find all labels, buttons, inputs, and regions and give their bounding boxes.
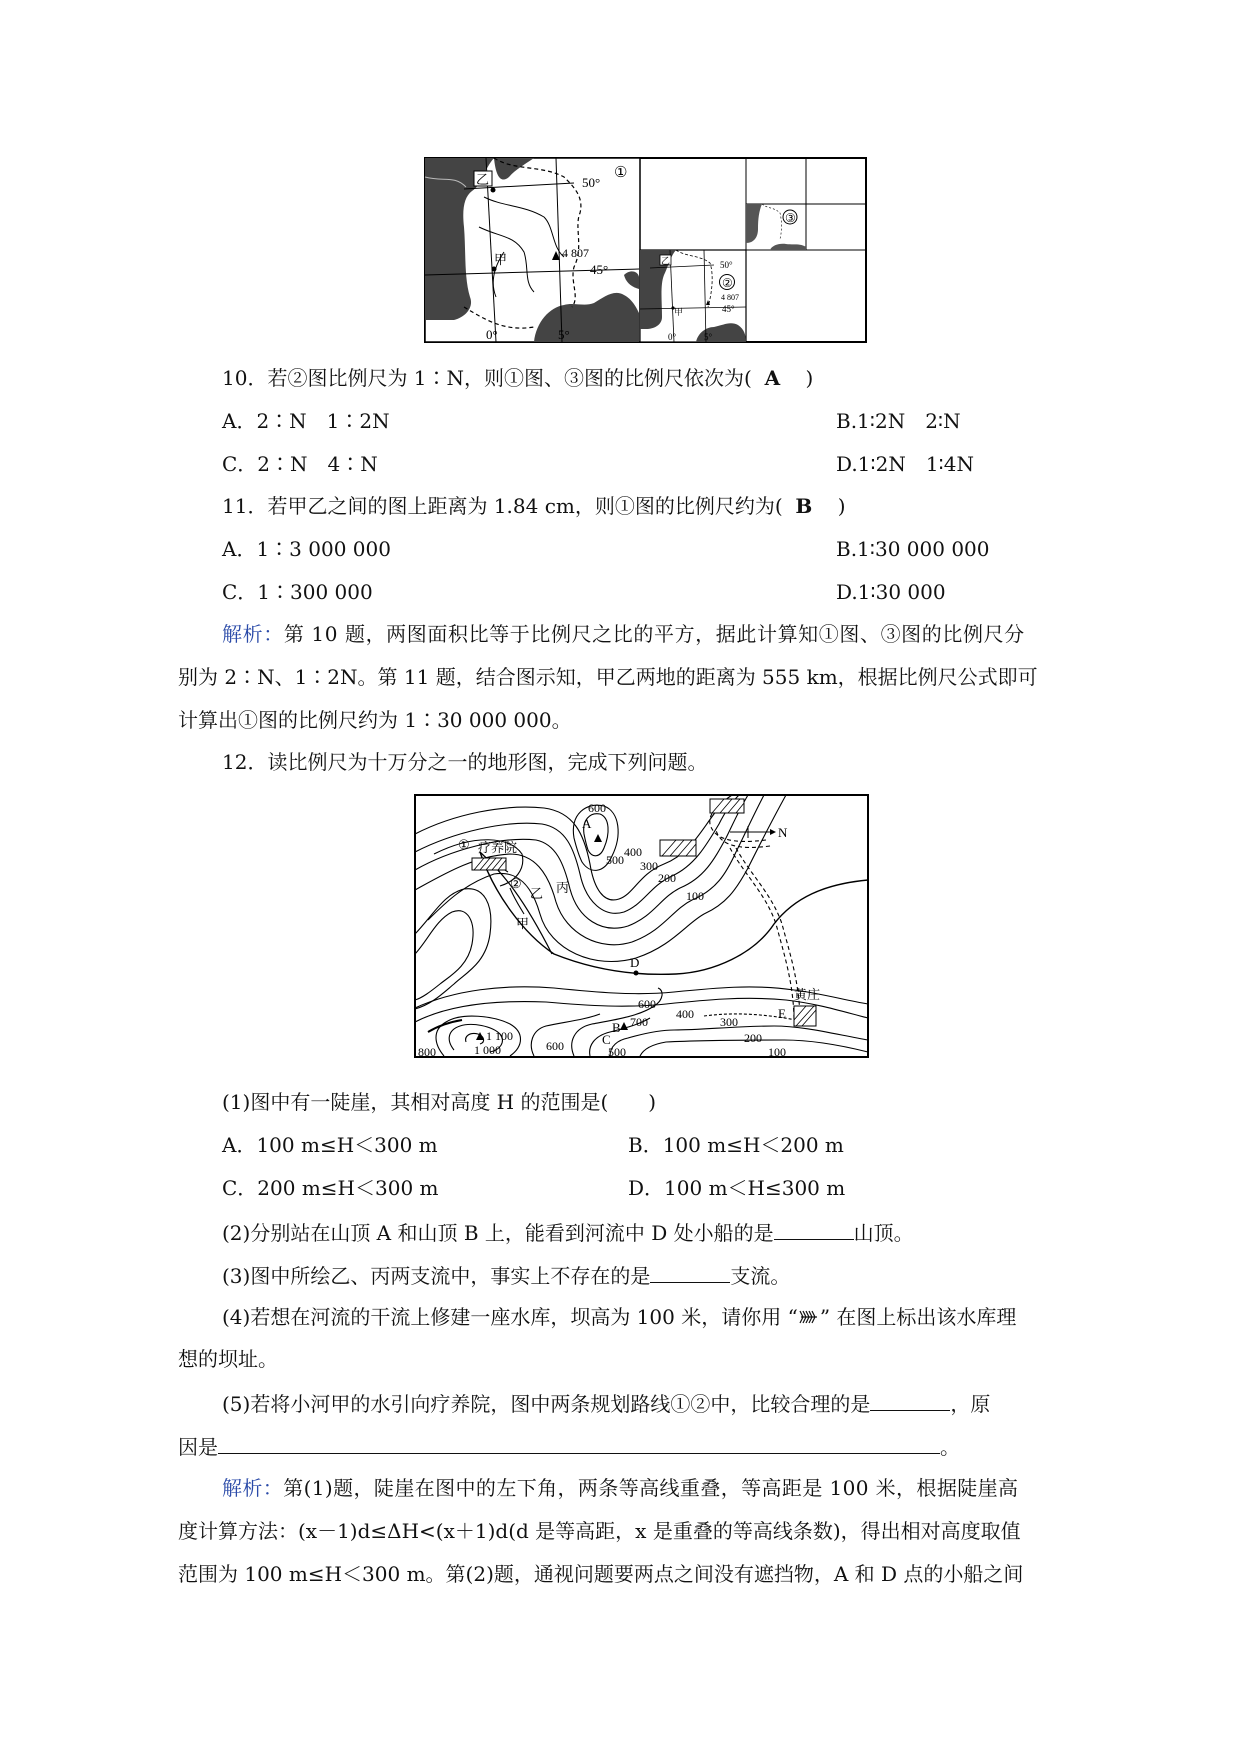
village-symbol-2 bbox=[660, 840, 696, 856]
point-C-label: C bbox=[602, 1032, 611, 1047]
q12-sub-5-blank-2[interactable] bbox=[218, 1431, 940, 1454]
q12-sub-2-blank[interactable] bbox=[774, 1217, 854, 1240]
q10-option-a: A．2∶N 1∶2N bbox=[222, 409, 390, 433]
q10-answer: A bbox=[764, 366, 781, 390]
analysis-1-line-2: 别为 2∶N、1∶2N。第 11 题，结合图示知，甲乙两地的距离为 555 km，根据比例尺公式即可 bbox=[178, 665, 1038, 689]
point-D bbox=[634, 971, 639, 976]
q12-sub-3-blank[interactable] bbox=[650, 1260, 730, 1283]
q12-sub-1-option-c: C．200 m≤H＜300 m bbox=[222, 1176, 439, 1200]
tributary-yi-label: 乙 bbox=[530, 886, 544, 901]
map2-yi-label: 乙 bbox=[661, 256, 671, 266]
map1-lon0-label: 0° bbox=[486, 327, 498, 342]
route-2-label: ② bbox=[510, 876, 522, 891]
q12-sub-3-text: (3)图中所绘乙、丙两支流中，事实上不存在的是 bbox=[222, 1264, 651, 1288]
analysis-2-line-2: 度计算方法：(x－1)d≤ΔH<(x＋1)d(d 是等高距，x 是重叠的等高线条数)，得出相对高度取值 bbox=[178, 1519, 1021, 1543]
q12-sub-1-option-b: B．100 m≤H＜200 m bbox=[628, 1133, 844, 1157]
q12-sub-1-stem: (1)图中有一陡崖，其相对高度 H 的范围是( ) bbox=[222, 1090, 657, 1114]
q12-sub-5-text-a: (5)若将小河甲的水引向疗养院，图中两条规划路线①②中，比较合理的是 bbox=[222, 1392, 871, 1416]
map-3 bbox=[746, 204, 806, 250]
map2-peak-label: 4 807 bbox=[721, 293, 739, 302]
analysis-2-text-1: 第(1)题，陡崖在图中的左下角，两条等高线重叠，等高距是 100 米，根据陡崖高 bbox=[283, 1476, 1019, 1500]
q10-option-b: B.1∶2N 2∶N bbox=[836, 409, 961, 433]
q12-sub-3-text-end: 支流。 bbox=[730, 1264, 791, 1288]
q12-sub-2-text-end: 山顶。 bbox=[853, 1221, 914, 1245]
q12-sub-3 bbox=[222, 1260, 790, 1290]
q11-option-b: B.1∶30 000 000 bbox=[836, 537, 990, 561]
point-E-label: E bbox=[778, 1006, 786, 1021]
q10-stem-text: 10．若②图比例尺为 1∶N，则①图、③图的比例尺依次为( bbox=[222, 366, 752, 390]
q11-option-a: A．1∶3 000 000 bbox=[222, 537, 391, 561]
q11-option-c: C．1∶300 000 bbox=[222, 580, 373, 604]
village-symbol-1 bbox=[710, 799, 744, 813]
question-10-stem bbox=[222, 364, 813, 392]
contour-label-100-b: 100 bbox=[768, 1045, 786, 1058]
contour-label-200-a: 200 bbox=[658, 871, 676, 885]
contour-label-800: 800 bbox=[418, 1045, 436, 1058]
map1-lon5-label: 5° bbox=[558, 327, 570, 342]
q12-sub-4-line-1 bbox=[222, 1303, 1016, 1331]
q12-sub-1-option-a: A．100 m≤H＜300 m bbox=[222, 1133, 438, 1157]
q11-answer: B bbox=[795, 494, 813, 518]
q11-stem-close: ) bbox=[837, 494, 846, 518]
q12-sub-5-line-1 bbox=[222, 1388, 990, 1418]
contour-label-1100: 1 100 bbox=[486, 1029, 513, 1043]
route-1-label: ① bbox=[458, 837, 470, 852]
q12-sub-2 bbox=[222, 1217, 914, 1247]
map2-lon0-label: 0° bbox=[668, 332, 677, 342]
analysis-1-label: 解析： bbox=[222, 622, 284, 646]
q11-option-d: D.1∶30 000 bbox=[836, 580, 946, 604]
contour-label-200-b: 200 bbox=[744, 1031, 762, 1045]
map1-yi-label: 乙 bbox=[476, 172, 490, 187]
analysis-2-line-1 bbox=[222, 1474, 1018, 1502]
contour-label-600-c: 600 bbox=[546, 1039, 564, 1053]
map1-number-label: ① bbox=[614, 165, 628, 181]
map2-lon5-label: 5° bbox=[704, 332, 713, 342]
map1-jia-label: 甲 bbox=[494, 252, 508, 267]
q12-sub-4-text-b: ” 在图上标出该水库理 bbox=[819, 1305, 1017, 1329]
analysis-1-text-1: 第 10 题，两图面积比等于比例尺之比的平方，据此计算知①图、③图的比例尺分 bbox=[283, 622, 1025, 646]
q12-sub-4-line-2: 想的坝址。 bbox=[178, 1347, 278, 1371]
tributary-bing-label: 丙 bbox=[556, 880, 570, 895]
q11-stem-text: 11．若甲乙之间的图上距离为 1.84 cm，则①图的比例尺约为( bbox=[222, 494, 783, 518]
map2-lat45-label: 45° bbox=[722, 304, 735, 314]
q12-sub-1-option-d: D．100 m＜H≤300 m bbox=[628, 1176, 846, 1200]
map-2 bbox=[640, 250, 746, 342]
contour-label-500-a: 500 bbox=[606, 853, 624, 867]
question-12-stem: 12．读比例尺为十万分之一的地形图，完成下列问题。 bbox=[222, 750, 708, 774]
q10-option-d: D.1∶2N 1∶4N bbox=[836, 452, 974, 476]
contour-label-600-a: 600 bbox=[588, 801, 606, 815]
q12-sub-5-text-c: 因是 bbox=[178, 1435, 218, 1459]
map2-number-label: ② bbox=[722, 276, 733, 290]
analysis-2-line-3: 范围为 100 m≤H＜300 m。第(2)题，通视问题要两点之间没有遮挡物，A 和 D 点的小船之间 bbox=[178, 1562, 1024, 1586]
contour-label-100-a: 100 bbox=[686, 889, 704, 903]
q12-sub-5-blank-1[interactable] bbox=[870, 1388, 950, 1411]
analysis-1-line-1 bbox=[222, 620, 1025, 648]
tributary-jia-label: 甲 bbox=[516, 916, 530, 931]
q10-option-c: C．2∶N 4∶N bbox=[222, 452, 378, 476]
map1-lat50-label: 50° bbox=[582, 175, 601, 190]
analysis-1-line-3: 计算出①图的比例尺约为 1∶30 000 000。 bbox=[178, 708, 572, 732]
q12-sub-2-text: (2)分别站在山顶 A 和山顶 B 上，能看到河流中 D 处小船的是 bbox=[222, 1221, 774, 1245]
dam-symbol-icon bbox=[798, 1306, 820, 1326]
map1-lat45-label: 45° bbox=[590, 262, 609, 277]
q12-sub-5-text-d: 。 bbox=[940, 1435, 960, 1459]
map1-peak-label: 4 807 bbox=[562, 246, 589, 260]
map2-jia-label: 甲 bbox=[674, 307, 684, 317]
contour-label-400-b: 400 bbox=[676, 1007, 694, 1021]
contour-label-400-a: 400 bbox=[624, 845, 642, 859]
contour-label-700: 700 bbox=[630, 1015, 648, 1029]
peak-A-label: A bbox=[582, 816, 592, 831]
contour-label-300-a: 300 bbox=[640, 859, 658, 873]
q12-sub-4-text-a: (4)若想在河流的干流上修建一座水库，坝高为 100 米，请你用 “ bbox=[222, 1305, 798, 1329]
q10-stem-close: ) bbox=[805, 366, 814, 390]
huangzhuang-label: 黄庄 bbox=[794, 987, 821, 1002]
contour-label-1000: 1 000 bbox=[474, 1043, 501, 1057]
point-D-label: D bbox=[630, 955, 640, 970]
q12-sub-5-line-2 bbox=[178, 1431, 960, 1461]
question-11-stem bbox=[222, 492, 846, 520]
sanatorium-label: 疗养院 bbox=[478, 840, 518, 855]
peak-B-label: B bbox=[612, 1020, 621, 1035]
map-1 bbox=[425, 158, 640, 342]
topographic-map bbox=[414, 794, 869, 1058]
contour-label-500-b: 500 bbox=[608, 1045, 626, 1058]
north-label: N bbox=[778, 825, 788, 840]
contour-label-300-b: 300 bbox=[720, 1015, 738, 1029]
contour-label-600-b: 600 bbox=[638, 997, 656, 1011]
scale-comparison-map-figure bbox=[424, 157, 867, 343]
q12-sub-5-text-b: ，原 bbox=[950, 1392, 991, 1416]
map3-number-label: ③ bbox=[785, 211, 796, 225]
analysis-2-label: 解析： bbox=[222, 1476, 284, 1500]
map2-lat50-label: 50° bbox=[720, 260, 733, 270]
